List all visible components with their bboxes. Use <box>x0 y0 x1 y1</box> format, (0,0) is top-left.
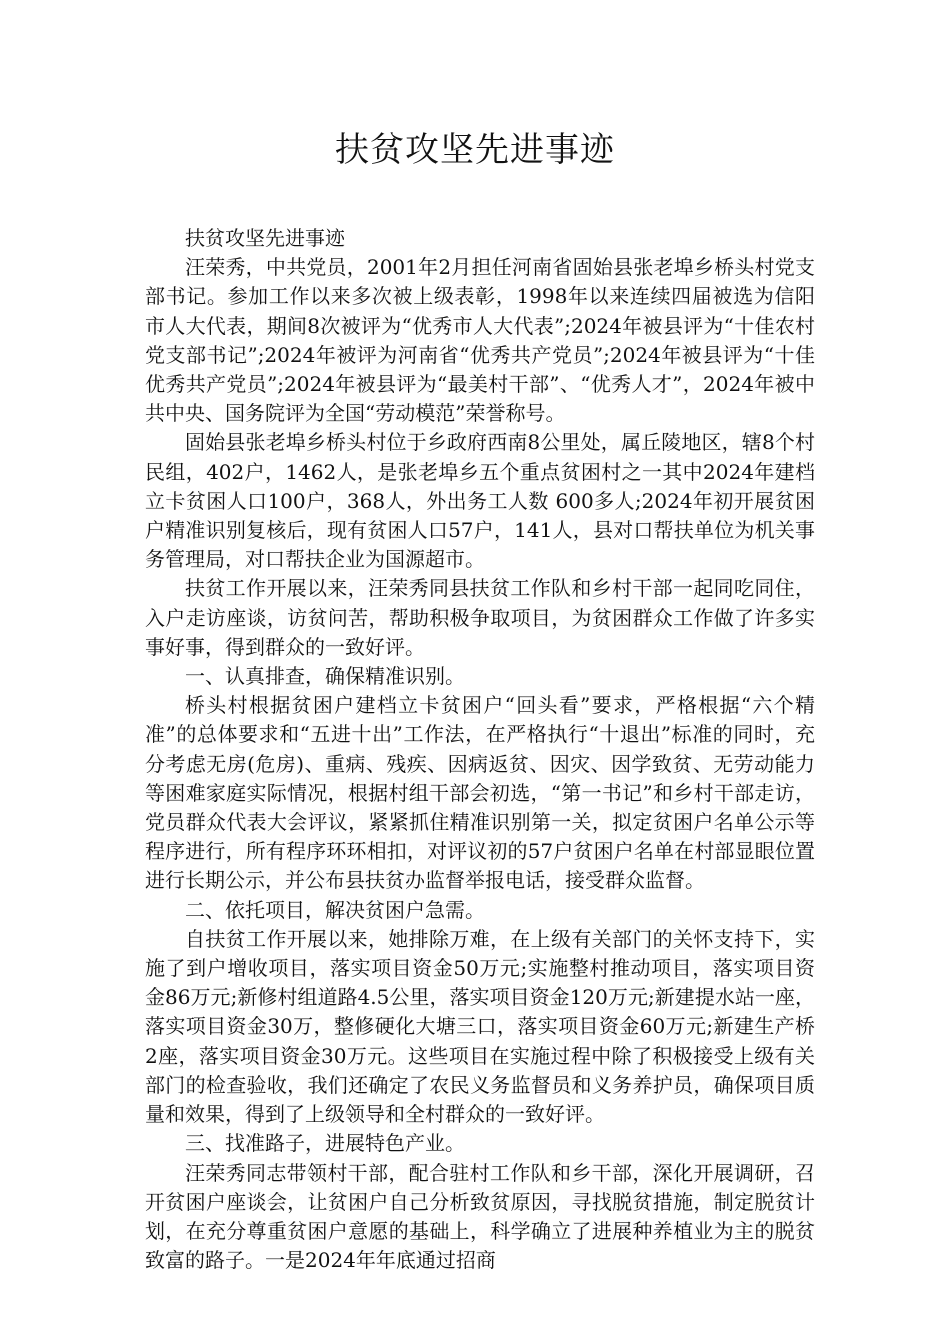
paragraph-projects: 自扶贫工作开展以来，她排除万难，在上级有关部门的关怀支持下，实施了到户增收项目，落实项目资金50万元;实施整村推动项目，落实项目资金86万元;新修村组道路4.5公里，落实项目资金120万元;新建提水站一座，落实项目资金30万，整修硬化大塘三口，落实项目资金60万元;新建生产桥2座，落实项目资金30万元。这些项目在实施过程中除了积极接受上级有关部门的检查验收，我们还确定了农民义务监督员和义务养护员，确保项目质量和效果，得到了上级领导和全村群众的一致好评。 <box>145 926 815 1127</box>
document-body <box>145 224 815 1275</box>
paragraph-industry: 汪荣秀同志带领村干部，配合驻村工作队和乡干部，深化开展调研，召开贫困户座谈会，让贫困户自己分析致贫原因，寻找脱贫措施，制定脱贫计划，在充分尊重贫困户意愿的基础上，科学确立了进展种养植业为主的脱贫致富的路子。一是2024年年底通过招商 <box>145 1160 815 1273</box>
paragraph-heading: 扶贫攻坚先进事迹 <box>185 226 345 250</box>
paragraph-identification: 桥头村根据贫困户建档立卡贫困户“回头看”要求，严格根据“六个精准”的总体要求和“五进十出”工作法，在严格执行“十退出”标准的同时，充分考虑无房(危房)、重病、残疾、因病返贫、因灾、因学致贫、无劳动能力等困难家庭实际情况，根据村组干部会初选，“第一书记”和乡村干部走访，党员群众代表大会评议，紧紧抓住精准识别第一关，拟定贫困户名单公示等程序进行，所有程序环环相扣，对评议初的57户贫困户名单在村部显眼位置进行长期公示，并公布县扶贫办监督举报电话，接受群众监督。 <box>145 693 815 893</box>
document-title: 扶贫攻坚先进事迹 <box>335 130 615 170</box>
paragraph-work-summary: 扶贫工作开展以来，汪荣秀同县扶贫工作队和乡村干部一起同吃同住，入户走访座谈，访贫问苦，帮助积极争取项目，为贫困群众工作做了许多实事好事，得到群众的一致好评。 <box>145 576 815 659</box>
section-heading-2: 二、依托项目，解决贫困户急需。 <box>185 897 485 922</box>
paragraph-village-overview: 固始县张老埠乡桥头村位于乡政府西南8公里处，属丘陵地区，辖8个村民组，402户，1462人，是张老埠乡五个重点贫困村之一其中2024年建档立卡贫困人口100户，368人，外出务工人数 600多人;2024年初开展贫困户精准识别复核后，现有贫困人口57户，141人，县对口帮扶单位为机关事务管理局，对口帮扶企业为国源超市。 <box>145 430 815 572</box>
section-heading-1: 一、认真排查，确保精准识别。 <box>185 664 465 689</box>
section-heading-3: 三、找准路子，进展特色产业。 <box>185 1131 465 1156</box>
paragraph-profile: 汪荣秀，中共党员，2001年2月担任河南省固始县张老埠乡桥头村党支部书记。参加工作以来多次被上级表彰，1998年以来连续四届被选为信阳市人大代表，期间8次被评为“优秀市人大代表”;2024年被县评为“十佳农村党支部书记”;2024年被评为河南省“优秀共产党员”;2024年被县评为“十佳优秀共产党员”;2024年被县评为“最美村干部”、“优秀人才”，2024年被中共中央、国务院评为全国“劳动模范”荣誉称号。 <box>145 255 815 426</box>
